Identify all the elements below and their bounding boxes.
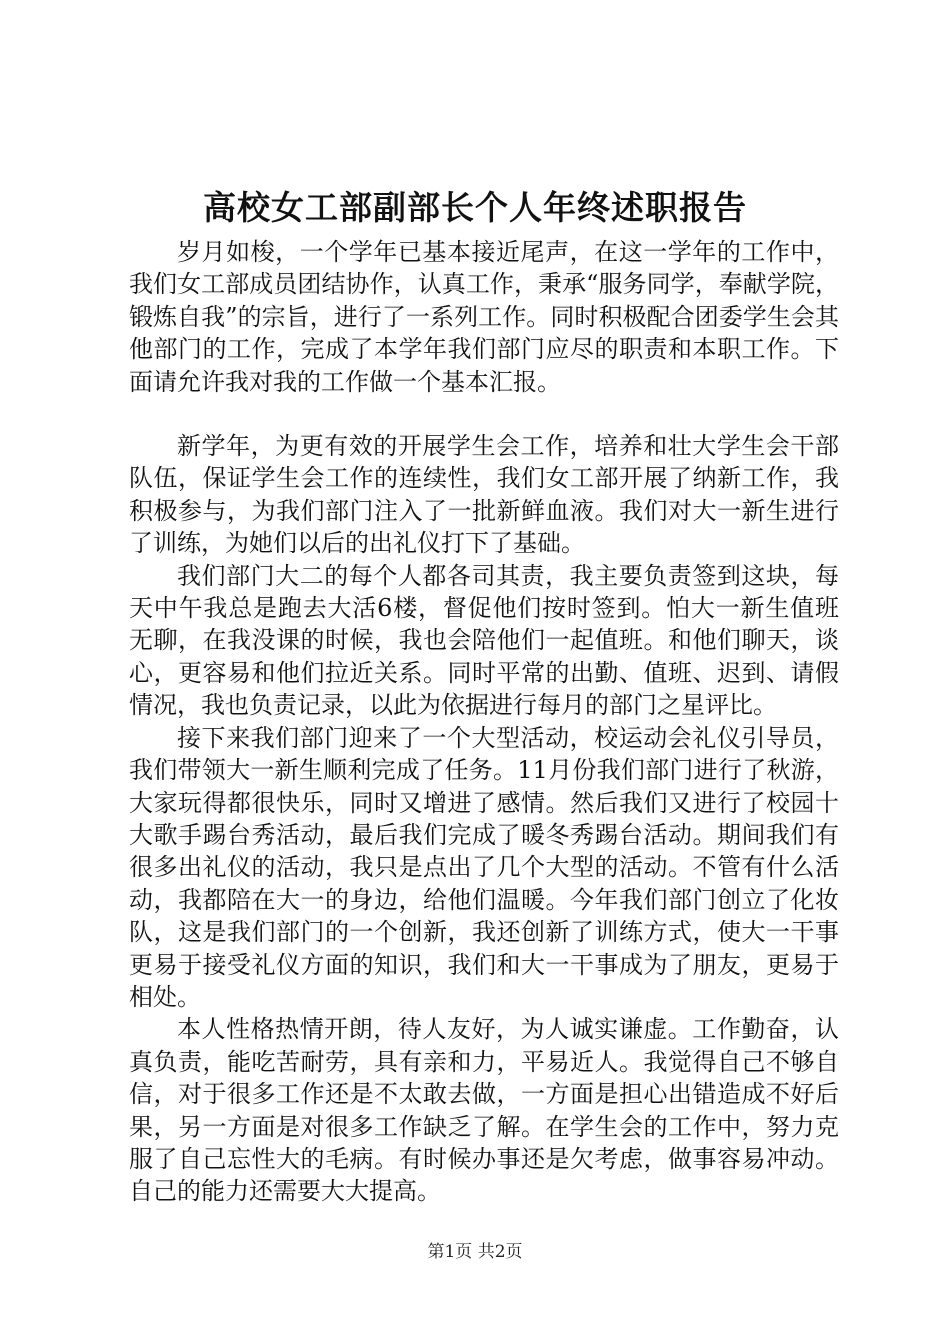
document-title: 高校女工部副部长个人年终述职报告	[203, 188, 747, 227]
paragraph-recruitment: 新学年，为更有效的开展学生会工作，培养和壮大学生会干部队伍，保证学生会工作的连续性，我们女工部开展了纳新工作，我积极参与，为我们部门注入了一批新鲜血液。我们对大一新生进行了训练，为她们以后的出礼仪打下了基础。	[129, 432, 839, 558]
page-number: 第1页 共2页	[427, 1242, 523, 1262]
paragraph-duties: 我们部门大二的每个人都各司其责，我主要负责签到这块，每天中午我总是跑去大活6楼，督促他们按时签到。怕大一新生值班无聊，在我没课的时候，我也会陪他们一起值班。和他们聊天，谈心，更容易和他们拉近关系。同时平常的出勤、值班、迟到、请假情况，我也负责记录，以此为依据进行每月的部门之星评比。	[129, 561, 839, 720]
paragraph-activities: 接下来我们部门迎来了一个大型活动，校运动会礼仪引导员，我们带领大一新生顺利完成了任务。11月份我们部门进行了秋游，大家玩得都很快乐，同时又增进了感情。然后我们又进行了校园十大歌手踢台秀活动，最后我们完成了暖冬秀踢台活动。期间我们有很多出礼仪的活动，我只是点出了几个大型的活动。不管有什么活动，我都陪在大一的身边，给他们温暖。今年我们部门创立了化妆队，这是我们部门的一个创新，我还创新了训练方式，使大一干事更易于接受礼仪方面的知识，我们和大一干事成为了朋友，更易于相处。	[129, 723, 839, 1011]
paragraph-intro: 岁月如梭，一个学年已基本接近尾声，在这一学年的工作中，我们女工部成员团结协作，认真工作，秉承“服务同学，奉献学院，锻炼自我”的宗旨，进行了一系列工作。同时积极配合团委学生会其他部门的工作，完成了本学年我们部门应尽的职责和本职工作。下面请允许我对我的工作做一个基本汇报。	[129, 238, 839, 396]
paragraph-self-assessment: 本人性格热情开朗，待人友好，为人诚实谦虚。工作勤奋，认真负责，能吃苦耐劳，具有亲和力，平易近人。我觉得自己不够自信，对于很多工作还是不太敢去做，一方面是担心出错造成不好后果，另一方面是对很多工作缺乏了解。在学生会的工作中，努力克服了自己忘性大的毛病。有时候办事还是欠考虑，做事容易冲动。自己的能力还需要大大提高。	[129, 1015, 839, 1206]
document-body	[129, 236, 839, 1208]
